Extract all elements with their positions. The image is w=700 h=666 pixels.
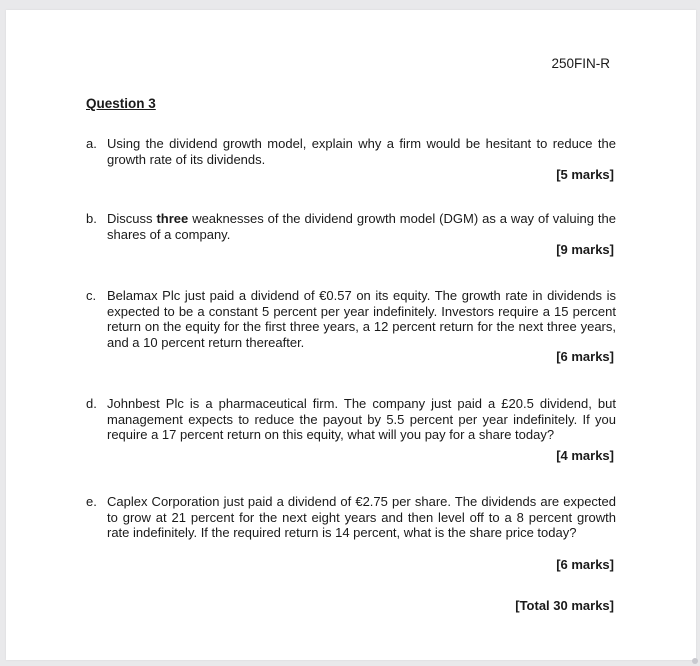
- total-marks: [Total 30 marks]: [515, 598, 614, 613]
- marks-c: [6 marks]: [556, 349, 614, 364]
- part-letter: c.: [86, 288, 97, 303]
- part-letter: b.: [86, 211, 97, 226]
- marks-a: [5 marks]: [556, 167, 614, 182]
- part-letter: d.: [86, 396, 97, 411]
- page-corner-dot: [692, 658, 698, 664]
- document-page: [6, 10, 696, 660]
- part-text-after: weaknesses of the dividend growth model (DGM) as a way of valuing the shares of a company.: [107, 211, 616, 242]
- question-part-c: [86, 288, 616, 350]
- part-text-bold: three: [156, 211, 189, 226]
- question-part-a: [86, 136, 616, 167]
- part-text: Using the dividend growth model, explain why a firm would be hesitant to reduce the growth rate of its dividends.: [107, 136, 616, 167]
- part-text: Caplex Corporation just paid a dividend of €2.75 per share. The dividends are expected to grow at 21 percent for the next eight years and then level off to a 8 percent growth rate indefinitely. If the required return is 14 percent, what is the share price today?: [107, 494, 616, 541]
- document-code: 250FIN-R: [551, 56, 610, 71]
- marks-d: [4 marks]: [556, 448, 614, 463]
- question-part-e: [86, 494, 616, 541]
- question-part-d: [86, 396, 616, 443]
- part-letter: a.: [86, 136, 97, 151]
- part-text: Johnbest Plc is a pharmaceutical firm. The company just paid a £20.5 dividend, but management expects to reduce the payout by 5.5 percent per year indefinitely. If you require a 17 percent return on this equity, what will you pay for a share today?: [107, 396, 616, 443]
- part-text: Belamax Plc just paid a dividend of €0.57 on its equity. The growth rate in dividends is expected to be a constant 5 percent per year indefinitely. Investors require a 15 percent return on the equity for the first three years, a 12 percent return for the next three years, and a 10 percent return thereafter.: [107, 288, 616, 350]
- marks-e: [6 marks]: [556, 557, 614, 572]
- question-part-b: [86, 211, 616, 242]
- part-letter: e.: [86, 494, 97, 509]
- question-title: Question 3: [86, 96, 156, 111]
- part-text-before: Discuss: [107, 211, 157, 226]
- marks-b: [9 marks]: [556, 242, 614, 257]
- part-text: [107, 211, 616, 242]
